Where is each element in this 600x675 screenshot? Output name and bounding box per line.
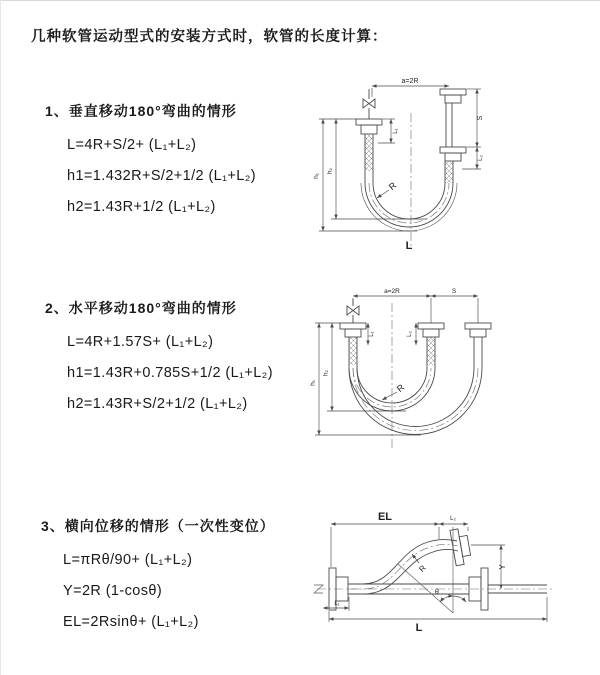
label-r: R bbox=[394, 382, 407, 394]
u-bend-position-2 bbox=[349, 368, 482, 435]
dimension-l2 bbox=[439, 516, 468, 531]
right-fitting-bottom bbox=[440, 147, 466, 161]
valve-icon bbox=[363, 89, 375, 119]
formula-line: EL=2Rsinθ+ (L₁+L₂) bbox=[63, 614, 199, 630]
label-h2: h₂ bbox=[326, 167, 334, 175]
dimension-y bbox=[471, 545, 507, 589]
label-h1: h₁ bbox=[313, 173, 320, 179]
section-vertical-movement bbox=[45, 101, 256, 223]
section-3-heading: 3、横向位移的情形（一次性变位） bbox=[41, 518, 275, 534]
label-l1: L₁ bbox=[393, 128, 399, 134]
label-s: S bbox=[451, 288, 457, 295]
dimension-s bbox=[431, 288, 478, 323]
middle-fitting bbox=[418, 323, 444, 337]
braided-hose-section bbox=[445, 161, 453, 183]
page-title: 几种软管运动型式的安装方式时，软管的长度计算： bbox=[31, 29, 388, 45]
section-1-heading: 1、垂直移动180°弯曲的情形 bbox=[45, 103, 237, 119]
label-l2: L₂ bbox=[407, 331, 413, 337]
label-h1: h₁ bbox=[309, 380, 317, 386]
label-h2: h₂ bbox=[322, 369, 330, 377]
label-el: EL bbox=[377, 511, 393, 523]
dimension-el bbox=[331, 511, 439, 567]
left-fitting bbox=[356, 119, 382, 134]
label-l: L bbox=[415, 622, 423, 634]
braided-hose-section bbox=[349, 337, 357, 365]
diagram-vertical-180-bend bbox=[309, 71, 561, 261]
label-l1: L₁ bbox=[369, 331, 375, 337]
formula-line: L=πRθ/90+ (L₁+L₂) bbox=[63, 552, 193, 568]
label-theta: θ bbox=[435, 589, 439, 596]
dimension-l1 bbox=[378, 119, 399, 143]
braided-hose-section bbox=[427, 337, 435, 365]
u-bend bbox=[361, 183, 457, 231]
label-l: L bbox=[405, 240, 413, 252]
formula-line: h2=1.43R+1/2 (L₁+L₂) bbox=[67, 199, 216, 215]
left-fitting bbox=[340, 323, 366, 337]
dimension-l1 bbox=[368, 323, 375, 345]
section-2-heading: 2、水平移动180°弯曲的情形 bbox=[45, 300, 237, 316]
braided-hose-section bbox=[365, 134, 373, 171]
radius-callout bbox=[377, 180, 399, 198]
section-3-formulas bbox=[63, 545, 275, 638]
formula-line: L=4R+1.57S+ (L₁+L₂) bbox=[67, 334, 214, 350]
section-1-formulas bbox=[67, 130, 256, 223]
label-r: R bbox=[417, 563, 428, 574]
dimension-l2 bbox=[462, 147, 484, 169]
formula-line: h1=1.432R+S/2+1/2 (L₁+L₂) bbox=[67, 168, 257, 184]
formula-line: h1=1.43R+0.785S+1/2 (L₁+L₂) bbox=[67, 365, 273, 381]
label-a2r: a=2R bbox=[401, 78, 419, 85]
label-a2r: a=2R bbox=[384, 288, 400, 295]
diagram-horizontal-180-bend bbox=[306, 283, 551, 463]
label-r: R bbox=[386, 180, 399, 192]
label-l1: L₁ bbox=[334, 601, 340, 607]
label-y: Y bbox=[498, 564, 507, 570]
dimension-h1 bbox=[310, 323, 422, 435]
angle-construction bbox=[398, 527, 466, 613]
section-horizontal-movement bbox=[45, 298, 273, 420]
label-s: S bbox=[477, 115, 484, 121]
formula-line: L=4R+S/2+ (L₁+L₂) bbox=[67, 137, 197, 153]
section-2-formulas bbox=[67, 327, 273, 420]
dimension-l bbox=[329, 597, 547, 634]
radius-callout bbox=[382, 382, 407, 400]
label-l2: L₂ bbox=[450, 516, 456, 522]
section-lateral-displacement bbox=[41, 516, 275, 638]
formula-line: h2=1.43R+S/2+1/2 (L₁+L₂) bbox=[67, 396, 248, 412]
right-fitting bbox=[465, 323, 491, 337]
dimension-a2r bbox=[372, 78, 449, 97]
label-l2: L₂ bbox=[478, 155, 484, 161]
displaced-hose bbox=[348, 539, 458, 594]
formula-line: Y=2R (1-cosθ) bbox=[63, 583, 163, 599]
dimension-l2 bbox=[407, 323, 416, 345]
radius-callout bbox=[412, 554, 428, 574]
diagram-lateral-displacement bbox=[301, 501, 600, 666]
right-fitting-top bbox=[440, 89, 466, 103]
dimension-s bbox=[467, 89, 484, 147]
